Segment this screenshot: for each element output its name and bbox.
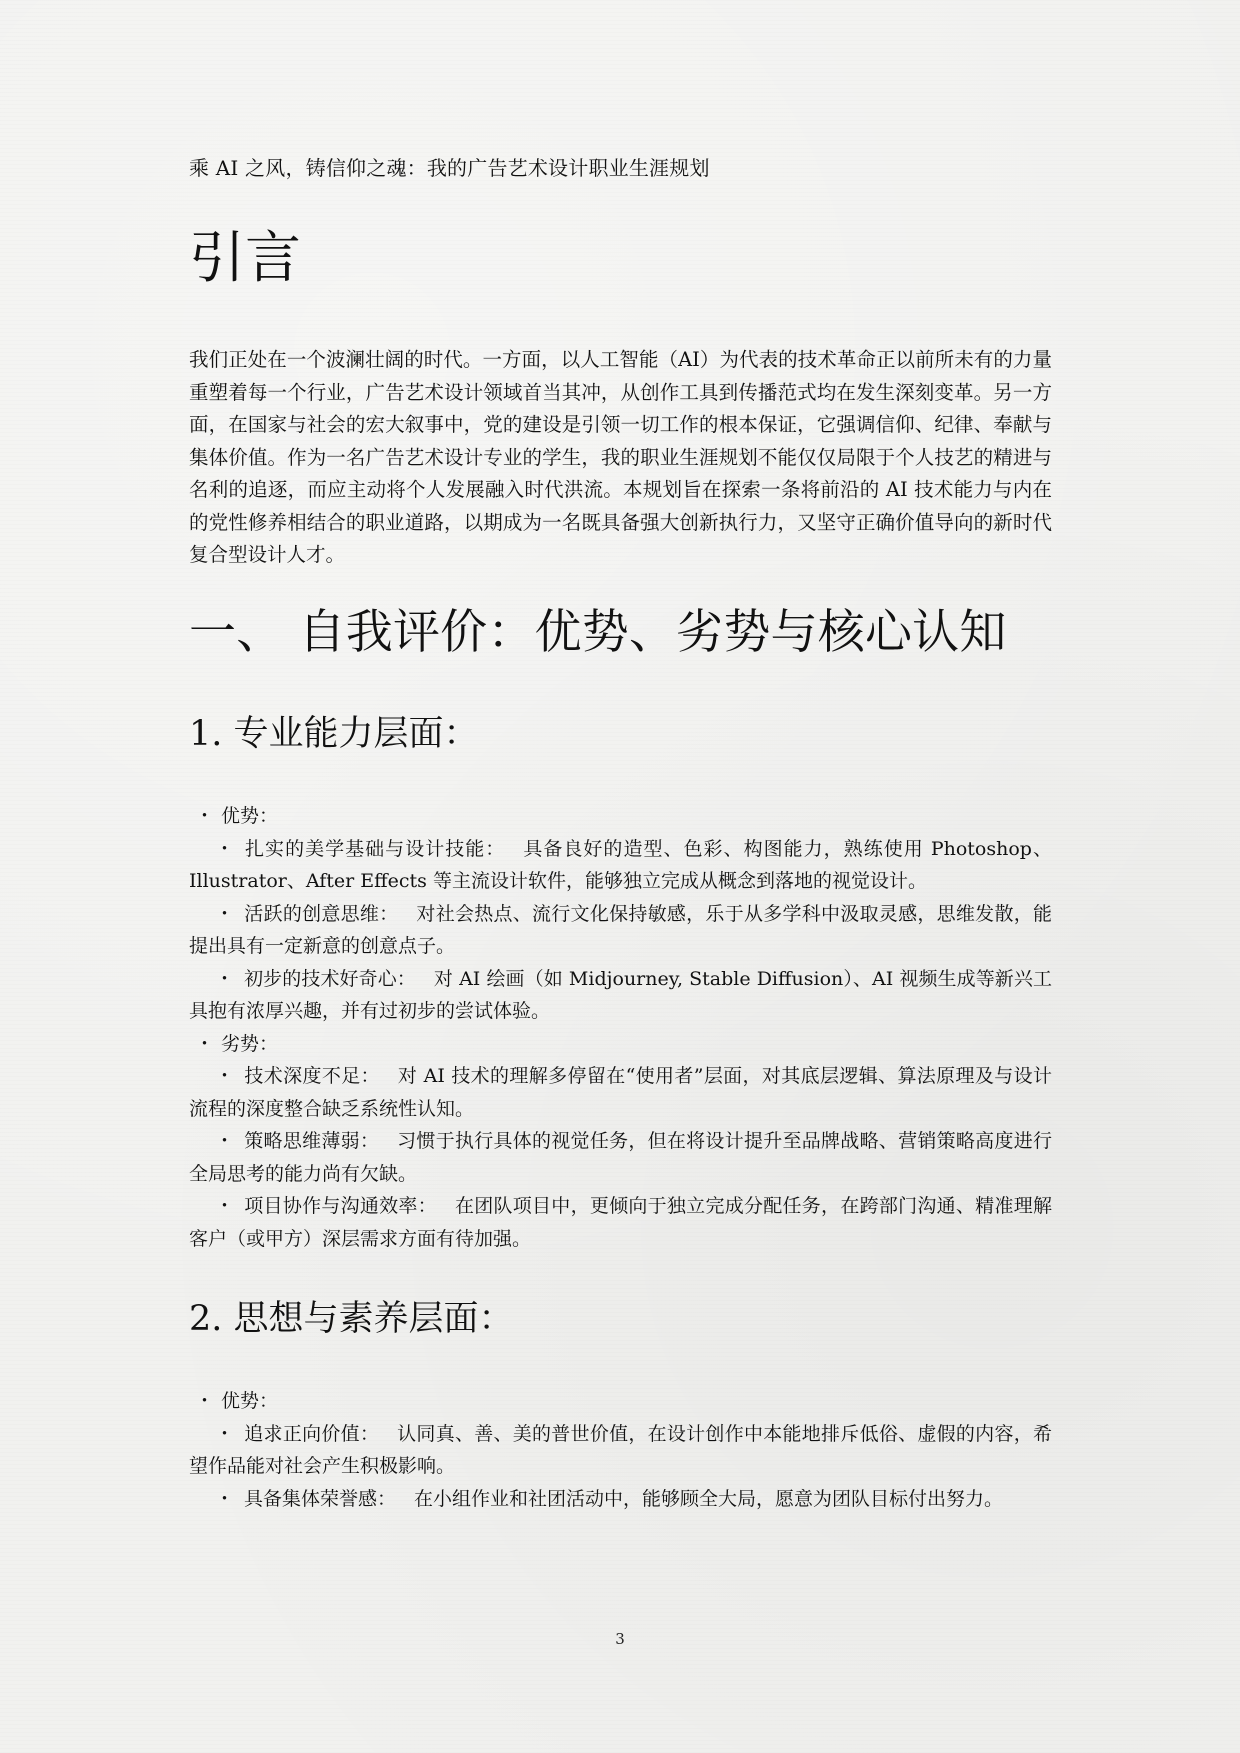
subsection-2-heading: 2. 思想与素养层面： — [189, 1299, 514, 1339]
intro-paragraph: 我们正处在一个波澜壮阔的时代。一方面，以人工智能（AI）为代表的技术革命正以前所未有的力量重塑着每一个行业，广告艺术设计领域首当其冲，从创作工具到传播范式均在发生深刻变革。另一方面，在国家与社会的宏大叙事中，党的建设是引领一切工作的根本保证，它强调信仰、纪律、奉献与集体价值。作为一名广告艺术设计专业的学生，我的职业生涯规划不能仅仅局限于个人技艺的精进与名利的追逐，而应主动将个人发展融入时代洪流。本规划旨在探索一条将前沿的 AI 技术能力与内在的党性修养相结合的职业道路，以期成为一名既具备强大创新执行力，又坚守正确价值导向的新时代复合型设计人才。 — [189, 348, 1052, 566]
list-item-title: 具备集体荣誉感： — [244, 1487, 397, 1510]
weaknesses-label-text: 劣势： — [221, 1032, 279, 1055]
bullet-icon: ・ — [215, 1065, 235, 1087]
subsection-1-heading: 1. 专业能力层面： — [189, 714, 479, 754]
bullet-icon: ・ — [215, 1422, 235, 1445]
list-item-title: 扎实的美学基础与设计技能： — [245, 837, 506, 860]
strengths-label-text: 优势： — [221, 805, 279, 827]
section-1-heading: 一、 自我评价：优势、劣势与核心认知 — [189, 605, 1007, 660]
bullet-icon: ・ — [215, 902, 235, 925]
running-title: 乘 AI 之风，铸信仰之魂：我的广告艺术设计职业生涯规划 — [189, 156, 710, 180]
list-item — [189, 1483, 1052, 1516]
bullet-icon: ・ — [195, 1390, 215, 1412]
strengths-label — [189, 800, 1052, 833]
weaknesses-label — [189, 1028, 1052, 1061]
intro-heading: 引言 — [189, 226, 301, 291]
list-item — [189, 1418, 1052, 1483]
strengths-label-text: 优势： — [221, 1390, 279, 1412]
bullet-icon: ・ — [215, 1487, 235, 1510]
list-item-title: 追求正向价值： — [244, 1422, 380, 1445]
bullet-icon: ・ — [215, 967, 235, 990]
strengths-label — [189, 1385, 1052, 1418]
list-item-text: 习惯于执行具体的视觉任务，但在将设计提升至品牌战略、营销策略高度进行全局思考的能力尚有欠缺。 — [189, 1130, 1052, 1185]
list-item — [189, 1190, 1052, 1255]
list-item — [189, 1125, 1052, 1190]
list-item-title: 项目协作与沟通效率： — [244, 1195, 437, 1217]
subsection-2-list — [189, 1385, 1052, 1515]
list-item-title: 活跃的创意思维： — [244, 902, 399, 925]
list-item — [189, 1060, 1052, 1125]
bullet-icon: ・ — [215, 1130, 235, 1152]
list-item-text: 认同真、善、美的普世价值，在设计创作中本能地排斥低俗、虚假的内容，希望作品能对社会产生积极影响。 — [189, 1422, 1052, 1477]
bullet-icon: ・ — [195, 1032, 215, 1055]
bullet-icon: ・ — [195, 805, 215, 827]
list-item-text: 具备良好的造型、色彩、构图能力，熟练使用 Photoshop、Illustrator、After Effects 等主流设计软件，能够独立完成从概念到落地的视觉设计。 — [189, 837, 1052, 892]
list-item-title: 技术深度不足： — [244, 1065, 380, 1087]
subsection-1-list — [189, 800, 1052, 1255]
page-number: 3 — [615, 1630, 625, 1648]
list-item-title: 初步的技术好奇心： — [244, 967, 416, 990]
list-item-text: 在小组作业和社团活动中，能够顾全大局，愿意为团队目标付出努力。 — [414, 1487, 1004, 1510]
list-item — [189, 963, 1052, 1028]
bullet-icon: ・ — [215, 837, 236, 860]
list-item-title: 策略思维薄弱： — [244, 1130, 380, 1152]
list-item-text: 对 AI 绘画（如 Midjourney, Stable Diffusion）、AI 视频生成等新兴工具抱有浓厚兴趣，并有过初步的尝试体验。 — [189, 967, 1052, 1022]
list-item — [189, 833, 1052, 898]
bullet-icon: ・ — [215, 1195, 235, 1217]
list-item — [189, 898, 1052, 963]
list-item-text: 对 AI 技术的理解多停留在“使用者”层面，对其底层逻辑、算法原理及与设计流程的深度整合缺乏系统性认知。 — [189, 1065, 1052, 1120]
list-item-text: 在团队项目中，更倾向于独立完成分配任务，在跨部门沟通、精准理解客户（或甲方）深层需求方面有待加强。 — [189, 1195, 1052, 1250]
list-item-text: 对社会热点、流行文化保持敏感，乐于从多学科中汲取灵感，思维发散，能提出具有一定新意的创意点子。 — [189, 902, 1052, 957]
